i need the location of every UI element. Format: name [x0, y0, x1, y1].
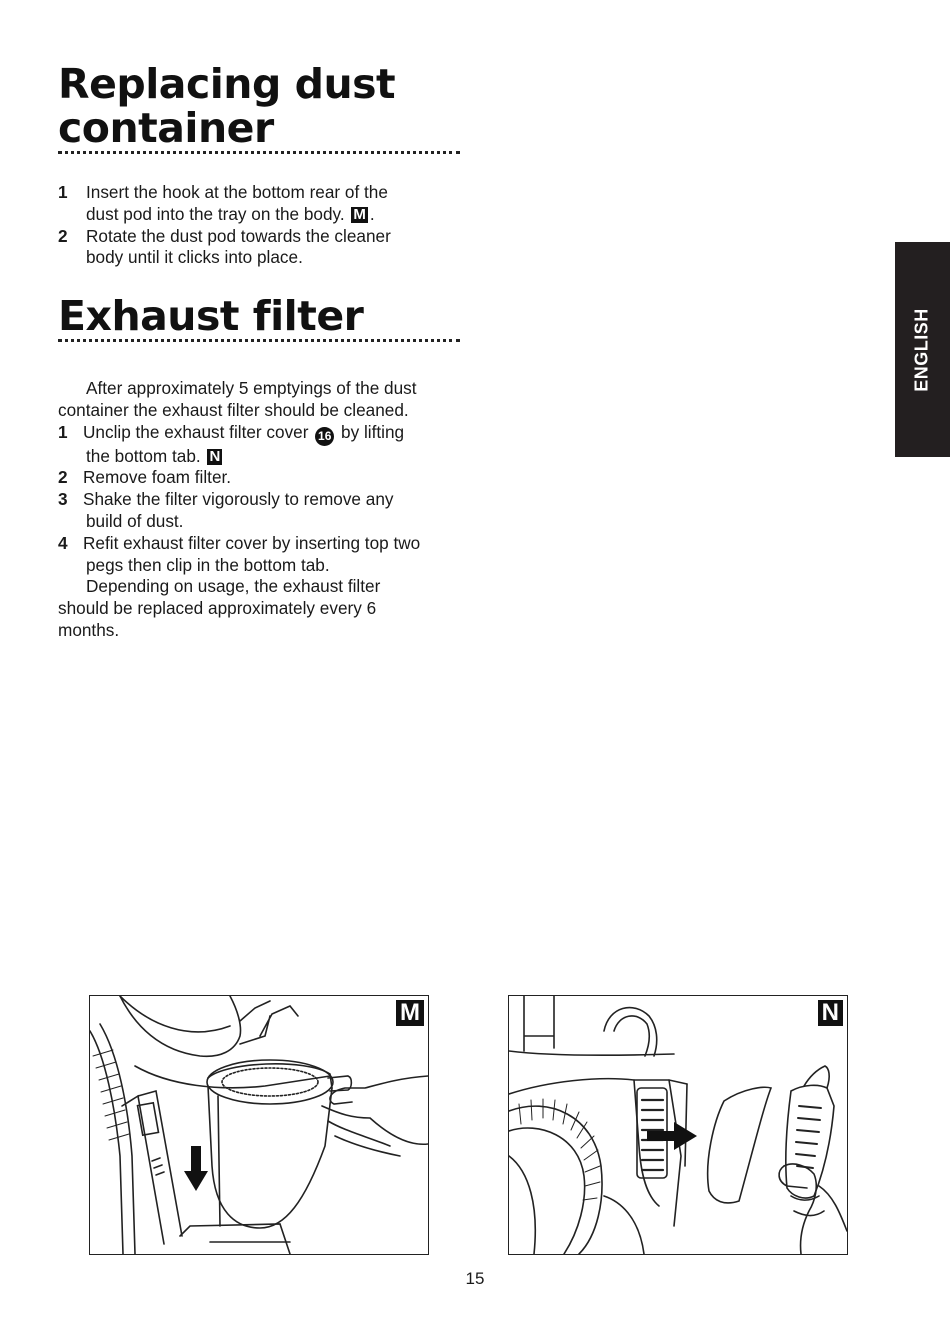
figure-n-illustration — [508, 995, 848, 1255]
figure-label-m: M — [396, 1000, 424, 1026]
step-text-line2: the bottom tab. — [86, 445, 201, 466]
step-4 — [58, 533, 468, 577]
step-2 — [58, 226, 468, 270]
section-title-replacing-dust-container — [58, 62, 395, 150]
section2-body — [58, 378, 468, 642]
dotted-divider — [58, 151, 460, 154]
step-number: 1 — [58, 421, 68, 442]
outro-line3: months. — [58, 619, 120, 640]
language-label: ENGLISH — [911, 308, 932, 392]
section-title-exhaust-filter: Exhaust filter — [58, 292, 364, 340]
step-text-line1: Shake the filter vigorously to remove any — [83, 489, 394, 510]
step-text-line1: Remove foam filter. — [83, 467, 232, 488]
step-text-line1: Insert the hook at the bottom rear of the — [86, 182, 388, 202]
step-number: 4 — [58, 532, 68, 553]
figure-m-illustration — [89, 995, 429, 1255]
outro-line2: should be replaced approximately every 6 — [58, 598, 377, 619]
outro-line1: Depending on usage, the exhaust filter — [86, 576, 381, 597]
intro-paragraph — [58, 378, 468, 422]
step-1 — [58, 422, 468, 468]
language-side-tab — [895, 242, 950, 457]
page-number: 15 — [465, 1269, 485, 1288]
step-text-line2: build of dust. — [86, 510, 184, 531]
step-2 — [58, 467, 468, 489]
part-number-badge: 16 — [315, 427, 334, 446]
step-3 — [58, 489, 468, 533]
step-number: 2 — [58, 225, 68, 246]
figure-ref-badge: M — [353, 205, 366, 223]
title-line-1: Replacing dust — [58, 60, 396, 108]
figure-label-n: N — [818, 1000, 843, 1026]
intro-line2: container the exhaust filter should be cleaned. — [58, 399, 409, 420]
step-number: 3 — [58, 489, 68, 510]
dotted-divider — [58, 339, 460, 342]
dust-container-drawing — [90, 996, 428, 1254]
section1-steps — [58, 182, 468, 269]
step-text-line2: pegs then clip in the bottom tab. — [86, 554, 330, 575]
step-text-a: Unclip the exhaust filter cover — [83, 421, 309, 442]
intro-line1: After approximately 5 emptyings of the dust — [86, 378, 417, 398]
exhaust-filter-drawing — [509, 996, 847, 1254]
step-number: 2 — [58, 467, 68, 488]
outro-paragraph — [58, 576, 468, 641]
step-text-line1: Refit exhaust filter cover by inserting top two — [83, 532, 421, 553]
step-text-b: by lifting — [341, 421, 405, 442]
step-punctuation: . — [369, 203, 375, 224]
step-text-line1: Rotate the dust pod towards the cleaner — [86, 225, 391, 246]
step-text-line2: dust pod into the tray on the body. — [86, 203, 345, 224]
step-1 — [58, 182, 468, 226]
title-line-2: container — [58, 104, 274, 152]
figure-ref-badge: N — [209, 447, 221, 465]
step-text-line2: body until it clicks into place. — [86, 247, 303, 268]
step-number: 1 — [58, 182, 68, 202]
